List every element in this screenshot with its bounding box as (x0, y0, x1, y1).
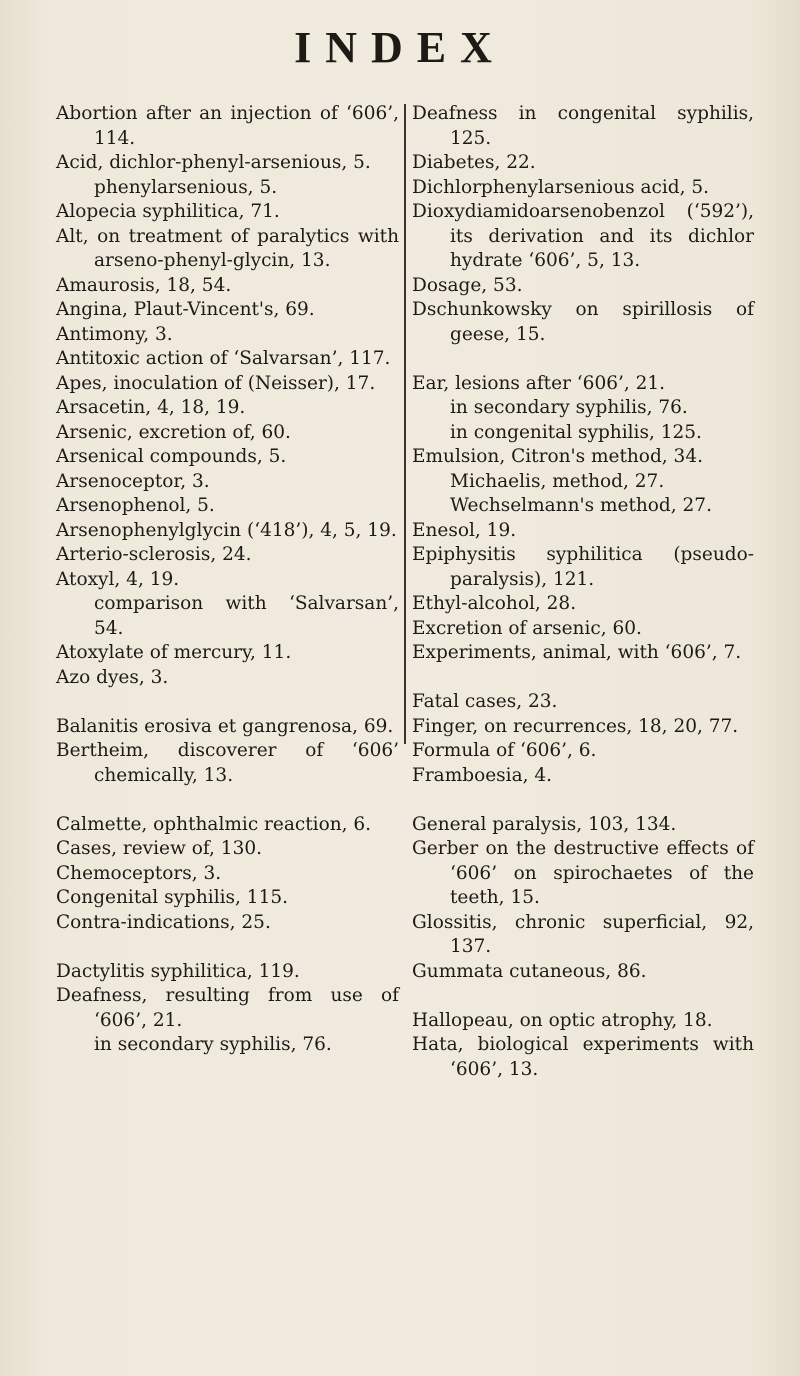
right-column (412, 102, 754, 1082)
index-entry: Arterio-sclerosis, 24. (56, 544, 252, 565)
section-gap (412, 347, 754, 372)
section-gap (56, 935, 399, 960)
index-entry: Experiments, animal, with ‘606’, 7. (412, 642, 742, 663)
index-entry: Epiphysitis syphilitica (pseudo-paralysis), 121. (412, 544, 754, 590)
page-title: INDEX (294, 23, 506, 72)
index-entry: Gummata cutaneous, 86. (412, 960, 647, 982)
index-entry: Dichlorphenylarsenious acid, 5. (412, 176, 710, 198)
index-subentry: in congenital syphilis, 125. (450, 421, 702, 443)
index-entry: Ear, lesions after ‘606’, 21. (412, 372, 666, 394)
index-entry: Apes, inoculation of (Neisser), 17. (56, 372, 376, 394)
index-entry: Gerber on the destructive effects of ‘606’ on spirochaetes of the teeth, 15. (412, 838, 754, 908)
index-subentry: phenylarsenious, 5. (94, 176, 278, 198)
index-entry: Finger, on recurrences, 18, 20, 77. (412, 715, 739, 737)
index-entry: Atoxylate of mercury, 11. (56, 642, 292, 663)
index-entry: Dschunkowsky on spirillosis of geese, 15. (412, 299, 754, 345)
section-gap (56, 690, 399, 715)
left-column (56, 102, 399, 1058)
index-subentry: Michaelis, method, 27. (450, 470, 665, 492)
index-entry: Dosage, 53. (412, 274, 523, 296)
index-entry: Emulsion, Citron's method, 34. (412, 446, 703, 467)
index-entry: Angina, Plaut-Vincent's, 69. (56, 299, 315, 320)
index-entry: Alt, on treatment of paralytics with arseno-phenyl-glycin, 13. (56, 225, 399, 271)
index-entry: Hallopeau, on optic atrophy, 18. (412, 1009, 713, 1031)
index-entry: Chemoceptors, 3. (56, 862, 222, 884)
index-entry: Dioxydiamidoarsenobenzol (‘592’), its derivation and its dichlor hydrate ‘606’, 5, 13. (412, 201, 754, 271)
index-entry: Bertheim, discoverer of ‘606’ chemically, 13. (56, 740, 399, 786)
index-entry: Balanitis erosiva et gangrenosa, 69. (56, 715, 394, 737)
index-entry: Alopecia syphilitica, 71. (56, 201, 280, 222)
index-entry: Cases, review of, 130. (56, 838, 262, 859)
index-subentry: in secondary syphilis, 76. (94, 1034, 332, 1055)
index-entry: Calmette, ophthalmic reaction, 6. (56, 813, 372, 835)
index-entry: Arsenical compounds, 5. (56, 446, 287, 467)
section-gap (412, 666, 754, 691)
index-entry: Acid, dichlor-phenyl-arsenious, 5. (56, 152, 371, 173)
section-gap (412, 788, 754, 813)
column-divider (404, 104, 406, 744)
index-entry: Deafness, resulting from use of ‘606’, 21. (56, 985, 399, 1031)
index-entry: Enesol, 19. (412, 519, 517, 541)
index-entry: Arsenoceptor, 3. (56, 470, 210, 492)
index-entry: Formula of ‘606’, 6. (412, 740, 597, 761)
index-entry: Ethyl-alcohol, 28. (412, 593, 577, 614)
index-entry: Contra-indications, 25. (56, 911, 271, 933)
index-entry: Antimony, 3. (56, 323, 173, 345)
index-entry: Fatal cases, 23. (412, 691, 558, 712)
index-entry: Arsenophenylglycin (‘418’), 4, 5, 19. (56, 519, 397, 541)
index-entry: Framboesia, 4. (412, 764, 553, 786)
index-subentry: in secondary syphilis, 76. (450, 397, 688, 418)
index-entry: Glossitis, chronic superficial, 92, 137. (412, 911, 754, 957)
index-entry: Abortion after an injection of ‘606’, 114. (56, 103, 399, 149)
index-entry: Deafness in congenital syphilis, 125. (412, 103, 754, 149)
index-entry: Dactylitis syphilitica, 119. (56, 960, 300, 982)
index-entry: Arsacetin, 4, 18, 19. (56, 397, 246, 418)
index-entry: Atoxyl, 4, 19. (56, 568, 180, 590)
index-entry: General paralysis, 103, 134. (412, 813, 677, 835)
index-entry: Amaurosis, 18, 54. (56, 274, 232, 296)
index-entry: Excretion of arsenic, 60. (412, 617, 642, 639)
index-entry: Arsenic, excretion of, 60. (56, 421, 291, 443)
index-subentry: Wechselmann's method, 27. (450, 495, 712, 516)
index-entry: Hata, biological experiments with ‘606’, 13. (412, 1034, 754, 1080)
section-gap (56, 788, 399, 813)
section-gap (412, 984, 754, 1009)
index-entry: Diabetes, 22. (412, 152, 536, 173)
index-entry: Antitoxic action of ‘Salvarsan’, 117. (56, 348, 391, 369)
index-entry: Azo dyes, 3. (56, 666, 169, 688)
index-subentry: comparison with ‘Salvarsan’, 54. (94, 593, 399, 639)
index-entry: Congenital syphilis, 115. (56, 887, 288, 908)
index-entry: Arsenophenol, 5. (56, 495, 215, 516)
